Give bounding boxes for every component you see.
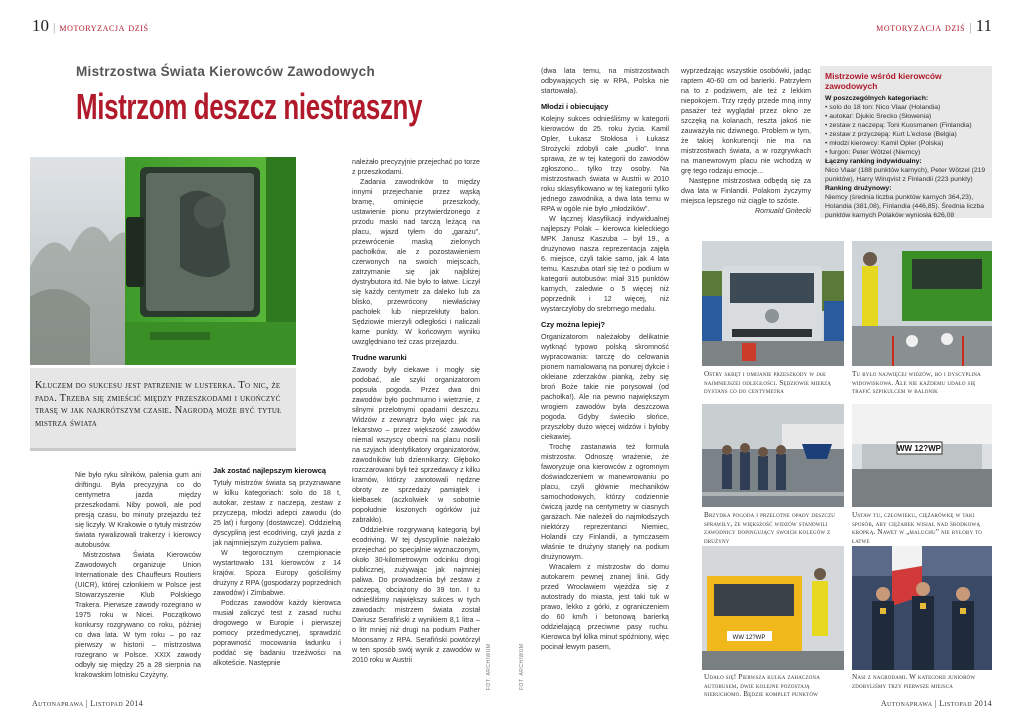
sidebox-item: • autokar: Djukic Srecko (Słowenia) xyxy=(825,113,932,120)
photo-caption: Brzydka pogoda i przelotne opady deszczu sprawiły, że większość widzów stanowili zawodnicy dopingujący swoich kolegów z drużyny xyxy=(704,511,835,545)
section-heading: Jak zostać najlepszym kierowcą xyxy=(213,466,326,475)
paragraph: Trochę zastanawia też formuła mistrzostw. Odnoszę wrażenie, że faworyzuje ona kierowców z ogromnym doświadczeniem w manewrowaniu po placu, czyli głównie mechaników samochodowych, którzy codziennie ćwiczą jazdę na centymetry w ciasnych garażach. Nie należeli do najmłodszych niektórzy reprezentanci Niemiec, Holandii czy Finlandii, a tymczasem właśnie te drużyny stanęły na podium drużynowym. xyxy=(541,443,669,561)
photo-credit: FOT. ARCHIWUM xyxy=(486,643,492,690)
paragraph: (dwa lata temu, na mistrzostwach odbywających się w RPA, Polska nie startowała). xyxy=(541,67,669,95)
sidebox-text: Niemcy (średnia liczba punktów karnych 364,23), Holandia (381,08), Finlandia (446,85). Średnia liczba punktów karnych Polaków wyniosła 626,08 xyxy=(825,194,985,219)
sidebox-heading: Ranking drużynowy: xyxy=(825,185,892,192)
paragraph: Zawody były ciekawe i mogły się podobać, ale szyki organizatorom popsuła pogoda. Przez dwa dni zawodów było pochmurno i wietrznie, z silnymi przelotnymi opadami deszczu. Widzów z zewnątrz było więc jak na lekarstwo – przez większość zawodów niemal wszyscy obecni na placu nosili na szyjach identyfikatory organizatorów, zawodników lub dziennikarzy. Głęboko rozczarowani byli też sprzedawcy z kilku kramów, którzy zanotowali nędzne obroty ze sprzedaży pamiątek i kiełbasek (aczkolwiek w sobotnie popołudnie kiszonych ogórków już zabrakło). xyxy=(352,366,480,524)
lead-text: Kluczem do sukcesu jest patrzenie w lusterka. To nic, że pada. Trzeba się zmieścić między przeszkodami i ukończyć trasę w jak najkrótszym czasie. Nagrodą może być tytuł mistrza świata xyxy=(35,380,282,429)
sidebox-title: Mistrzowie wśród kierowców zawodowych xyxy=(825,71,942,91)
photo-balloon-event xyxy=(852,241,992,366)
photo-caption: Ostry skręt i omijanie przeszkody w jak najmniejszej odległości. Sędziowie mierzą dystans co do centymetra xyxy=(704,370,832,396)
paragraph: należało precyzyjnie przejechać po torze z przeszkodami. xyxy=(352,158,480,176)
text-column-4 xyxy=(541,66,669,696)
license-plate-text: WW 12?WP xyxy=(897,444,941,453)
paragraph: Nie było ryku silników, palenia gum ani driftingu. Była precyzyjna co do centymetra jazda między przeszkodami. Niby powoli, ale pod presją czasu, bo minuty przejazdu też się liczyły. W Krakowie o tytuły mistrzów świata rywalizowali trakerzy i kierowcy autobusów. xyxy=(75,471,201,549)
section-heading: Czy można lepiej? xyxy=(541,320,606,329)
sidebox-item: • zestaw z przyczepą: Kurt L'eclose (Belgia) xyxy=(825,131,957,138)
text-column-2 xyxy=(213,466,341,696)
paragraph: Wracałem z mistrzostw do domu autokarem pewnej znanej linii. Gdy przed Wrocławiem wjeżdża się z autostrady do miasta, jest taki tuk w prawo, lekko z górki, z ograniczeniem do 60 km/h i betonową barierką oddzielającą przeciwne pasy ruchu. Kierowca był kilka minut spóźniony, więc pocinał lewym pasem, xyxy=(541,563,669,651)
photo-credit: FOT. ARCHIWUM xyxy=(519,643,525,690)
photo-caption: Ustaw tu, człowieku, ciężarówkę w taki sposób, aby ciężarek wisiał nad środkową kropką. Nawet w „maluchu” nie byłoby to łatwe xyxy=(852,511,983,545)
sidebox-item: • solo do 18 ton: Nico Vlaar (Holandia) xyxy=(825,104,941,111)
text-column-5 xyxy=(681,66,811,236)
photo-truck-turn xyxy=(702,241,844,366)
header-separator: | xyxy=(53,20,56,34)
paragraph: Organizatorom należałoby delikatnie wytknąć typowo polską skromność wypracowania: tarczę do celowania pionem namalowaną na ponurej dykcie i okleiane zderzaków pianką, żeby się broń Boże takie nie porysował (od pachołka!). Ale na pewno największym wrogiem zawodów była deszczowa pogoda. Gdyby świeciło słońce, przyszłoby dużo więcej widzów i byłoby ciekawiej. xyxy=(541,333,669,441)
paragraph: Podczas zawodów każdy kierowca musiał zaliczyć test z zasad ruchu drogowego w Europie i pierwszej pomocy przedmedycznej, sprawdzić poprawność mocowania ładunku i poddać się badaniu trzeźwości na alkoteście. Następnie xyxy=(213,599,341,667)
sidebox-item: • furgon: Peter Wötzel (Niemcy) xyxy=(825,149,921,156)
right-section-name: motoryzacja dziś xyxy=(876,22,966,34)
paragraph: Mistrzostwa Świata Kierowców Zawodowych organizuje Union Internationale des Chauffeurs Routiers (UICR), której członkiem w Polsce jest Stowarzyszenie Klub Polskiego Trakera. Pierwsze zawody rozegrano w 1975 roku w Nicei. Początkowo konkursy rozgrywano co roku, później co dwa lata. W tym roku – po raz pierwszy w historii – mistrzostwa rozegrano w Polsce. XXIX zawody odbyły się między 25 a 28 sierpnia na krakowskim lotnisku Czyżyny. xyxy=(75,551,201,679)
photo-caption: Udało się! Pierwsza kulka zahaczona autobusem, dwie kolejne pozostają nieruchomo. Będzie komplet punktów xyxy=(704,673,820,699)
paragraph: wyprzedzając wszystkie osobówki, jadąc raptem 40-60 cm od barierki. Patrzyłem na to z podziwem, ale też z lekkim niepokojem. Trzy rzędy przede mną inny pasażer też wyglądał przez okno ze szczęką na kolanach, reszta jakoś nie zauważyła nic dziwnego. Problem w tym, że takiej konkurencji nie ma na mistrzostwach świata, a w rozgrywkach na manewrowym placu nie wchodzą w grę tego rodzaju emocje... xyxy=(681,67,811,175)
paragraph: Następne mistrzostwa odbędą się za dwa lata w Finlandii. Polakom życzymy miejsca lepszego niż ciągle to szóste. xyxy=(681,177,811,205)
lead-box xyxy=(30,368,296,451)
photo-caption: Nasi z nagrodami. W kategorii juniorów zdobyliśmy trzy pierwsze miejsca xyxy=(852,673,976,690)
sidebox-item: • młodzi kierowcy: Kamil Opler (Polska) xyxy=(825,140,944,147)
left-page-number: 10 xyxy=(32,16,49,35)
license-plate-text: WW 12?WP xyxy=(732,635,766,641)
paragraph: Kolejny sukces odnieśliśmy w kategorii kierowców do 25. roku życia. Kamil Opler, Łukasz Stokłosa i Łukasz Strożycki zdobyli całe „pudło”. Inna sprawa, że w tej kategorii do zawodów zgłoszono... tylko trzy osoby. Na mistrzostwach świata w Austrii w 2010 roku sklasyfikowano w tej kategorii tylko jednego zawodnika, a dwa lata temu w RPA w ogóle nie było „młodzików”. xyxy=(541,115,669,213)
right-footer: Autonaprawa | Listopad 2014 xyxy=(880,699,992,708)
left-footer: Autonaprawa | Listopad 2014 xyxy=(32,699,144,708)
winners-sidebox xyxy=(820,66,992,218)
photo-yellow-bus xyxy=(702,546,844,670)
author-signature: Romuald Gnitecki xyxy=(755,207,811,215)
right-page-number: 11 xyxy=(975,16,992,35)
photo-spectators-rain xyxy=(702,404,844,507)
article-subtitle: Mistrzostwa Świata Kierowców Zawodowych xyxy=(76,64,376,79)
paragraph: Oddzielnie rozgrywaną kategorią był ecodriving. W tej dyscyplinie należało przejechać po specjalnie wyznaczonym, około 30-kilometrowym odcinku drogi publicznej, zużywając jak najmniej paliwa. Do prowadzenia był zestaw z naczepą, obciążony do 39 ton. I tu odnieśliśmy największy sukces w tych zawodach: mistrzem świata został Dariusz Serafiński z wynikiem 8,1 litra – o litr mniej niż drugi na podium Pather Moonsamy z RPA. Serafiński powtórzył w ten sposób swój wynik z zawodów w 2010 roku w Austrii xyxy=(352,526,480,664)
sidebox-text: Nico Vlaar (188 punktów karnych), Peter Wötzel (219 punktów), Harry Winqvist z Finlandii (223 punkty) xyxy=(825,167,986,183)
section-heading: Młodzi i obiecujący xyxy=(541,102,609,111)
text-column-3 xyxy=(352,157,480,697)
article-title: Mistrzom deszcz niestraszny xyxy=(76,86,423,127)
truck-driver-photo xyxy=(30,157,296,365)
photo-caption: Tu było najwięcej widzów, bo i dyscyplina widowiskowa. Ale nie każdemu udało się trafić szpikulcem w balonik xyxy=(852,370,981,396)
left-page-header xyxy=(32,16,149,36)
paragraph: Zadania zawodników to między innymi przejechanie przez wąską bramę, ominięcie przeszkody, ustawienie pionu przytwierdzonego z przodu maski nad tarczą leżącą na placu, wjazd tyłem do „garażu”, przewrócenie maską zielonych pachołków, ale z pozostawieniem czerwonych na swoich miejscach, zatrzymanie się jak najbliżej dystrybutora itd. Nie było to łatwe. Liczył się każdy centymetr za daleko lub za blisko, przewrócony niewłaściwy pachołek lub nieprzekłuty balon. Sędziowie mierzyli odległości i naliczali karne punkty. W końcowym wyniku uwzględniano też czas przejazdu. xyxy=(352,178,480,346)
sidebox-heading: W poszczególnych kategoriach: xyxy=(825,95,929,102)
paragraph: W tegorocznym czempionacie wystartowało 131 kierowców z 14 krajów. Spoza Europy gościliśmy drużyny z RPA (gospodarzy poprzednich zawodów) i Zimbabwe. xyxy=(213,549,341,597)
header-separator: | xyxy=(969,20,972,34)
left-section-name: motoryzacja dziś xyxy=(59,22,149,34)
right-page-header xyxy=(876,16,992,36)
text-column-1 xyxy=(75,470,201,695)
paragraph: W łącznej klasyfikacji indywidualnej najlepszy Polak – kierowca kieleckiego MPK Janusz Kaszuba – był 19., a drużynowo nasza reprezentacja zajęła 6. miejsce, czyli takie samo, jak 4 lata temu. Kaszuba otarł się też o podium w kategorii autobusów: miał 315 punktów karnych, zaledwie o 5 więcej niż poprzednik i 12 więcej, niż wystarczyłoby do srebrnego medalu. xyxy=(541,215,669,313)
sidebox-item: • zestaw z naczepą: Toni Kuosmanen (Finlandia) xyxy=(825,122,972,129)
sidebox-heading: Łączny ranking indywidualny: xyxy=(825,158,922,165)
section-heading: Trudne warunki xyxy=(352,353,407,362)
photo-winners xyxy=(852,546,992,670)
photo-truck-plate xyxy=(852,404,992,507)
paragraph: Tytuły mistrzów świata są przyznawane w kilku kategoriach: solo do 18 t, autokar, zestaw z naczepą, zestaw z przyczepą, młodzi adepci zawodu (do 25 lat) i furgony (dostawcze). Oddzielną dyscypliną jest ecodriving, czyli jazda z jak najmniejszym zużyciem paliwa. xyxy=(213,479,341,547)
